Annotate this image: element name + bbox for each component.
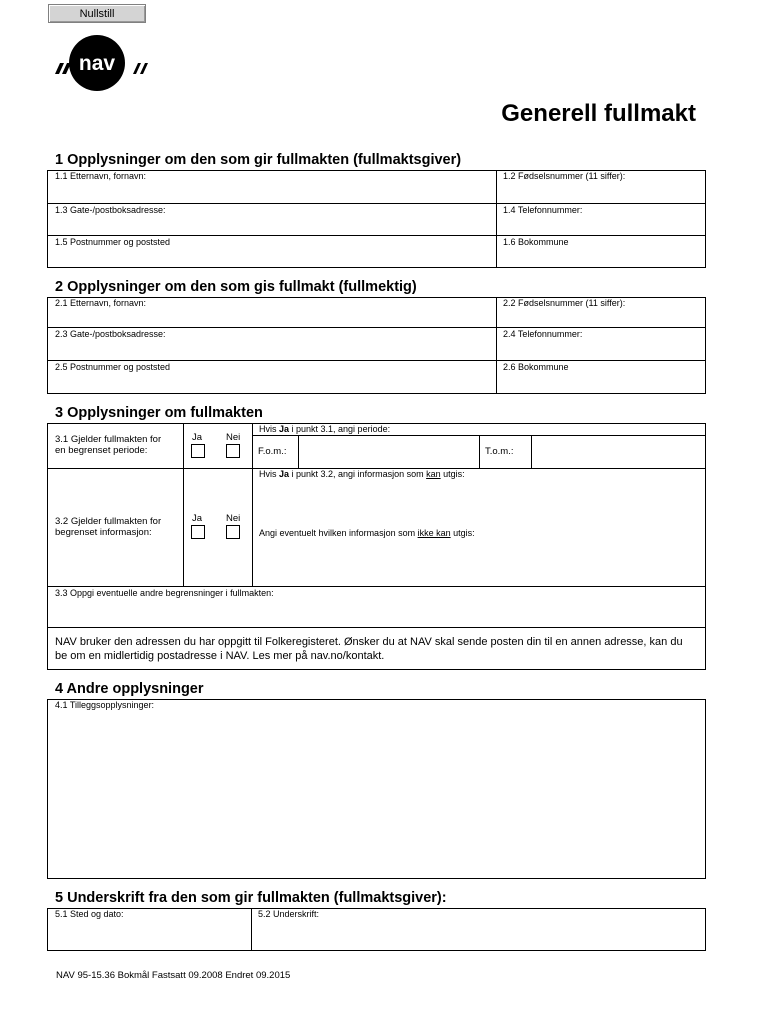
ja-checkbox-3-1[interactable] — [191, 444, 205, 458]
info-hint-bold: Ja — [279, 469, 290, 479]
divider — [47, 586, 706, 587]
info-hint-text-end: utgis: — [440, 469, 465, 479]
tilleggsopplysninger-field[interactable] — [48, 711, 705, 878]
label-1-6: 1.6 Bokommune — [503, 237, 569, 247]
label-2-2: 2.2 Fødselsnummer (11 siffer): — [503, 298, 626, 308]
question-3-2 — [55, 516, 161, 538]
fom-label: F.o.m.: — [258, 446, 287, 457]
address-note: NAV bruker den adressen du har oppgitt til Folkeregisteret. Ønsker du at NAV skal sende posten din til en annen adresse, kan du be om en midlertidig postadresse i NAV. Les mer på nav.no/kontakt. — [55, 636, 683, 662]
logo-text: nav — [78, 52, 116, 75]
period-hint-text-end: i punkt 3.1, angi periode: — [289, 424, 391, 434]
info-hint — [259, 469, 465, 479]
section3-heading: 3 Opplysninger om fullmakten — [55, 405, 263, 421]
label-4-1: 4.1 Tilleggsopplysninger: — [55, 700, 155, 710]
ja-label-3-1: Ja — [192, 432, 203, 443]
question-3-1 — [55, 434, 161, 456]
divider — [479, 435, 480, 468]
period-hint-text: Hvis — [259, 424, 279, 434]
tom-label: T.o.m.: — [485, 446, 514, 457]
label-3-3: 3.3 Oppgi eventuelle andre begrensninger i fullmakten: — [55, 588, 274, 598]
divider — [47, 627, 706, 628]
label-2-5: 2.5 Postnummer og poststed — [55, 362, 171, 372]
info-hint-text-mid: i punkt 3.2, angi informasjon som — [289, 469, 427, 479]
question-3-1-line1: 3.1 Gjelder fullmakten for — [55, 434, 162, 445]
notinfo-hint-text-end: utgis: — [450, 528, 475, 538]
label-2-3: 2.3 Gate-/postboksadresse: — [55, 329, 166, 339]
info-hint-text: Hvis — [259, 469, 279, 479]
label-2-4: 2.4 Telefonnummer: — [503, 329, 583, 339]
tom-field[interactable] — [532, 436, 705, 467]
nav-logo-graphic — [55, 34, 155, 92]
page-title: Generell fullmakt — [501, 100, 696, 127]
label-5-2: 5.2 Underskrift: — [258, 909, 320, 919]
label-1-4: 1.4 Telefonnummer: — [503, 205, 583, 215]
section5-heading: 5 Underskrift fra den som gir fullmakten (fullmaktsgiver): — [55, 890, 447, 906]
notinfo-hint — [259, 528, 475, 538]
underskrift-field[interactable] — [252, 920, 705, 950]
label-5-1: 5.1 Sted og dato: — [55, 909, 124, 919]
info-ikke-utgis-field[interactable] — [253, 540, 705, 585]
section4-heading: 4 Andre opplysninger — [55, 681, 204, 697]
question-3-1-line2: en begrenset periode: — [55, 445, 148, 456]
nei-label-3-1: Nei — [226, 432, 241, 443]
info-kan-utgis-field[interactable] — [253, 480, 705, 520]
question-3-2-line1: 3.2 Gjelder fullmakten for — [55, 516, 162, 527]
period-hint — [259, 424, 390, 434]
begrensninger-field[interactable] — [48, 598, 705, 626]
ja-label-3-2: Ja — [192, 513, 203, 524]
notinfo-hint-text: Angi eventuelt hvilken informasjon som — [259, 528, 418, 538]
ja-checkbox-3-2[interactable] — [191, 525, 205, 539]
reset-button[interactable]: Nullstill — [48, 4, 146, 23]
fom-field[interactable] — [299, 436, 478, 467]
sted-dato-field[interactable] — [48, 920, 250, 950]
label-1-3: 1.3 Gate-/postboksadresse: — [55, 205, 166, 215]
label-1-2: 1.2 Fødselsnummer (11 siffer): — [503, 171, 626, 181]
nei-checkbox-3-1[interactable] — [226, 444, 240, 458]
notinfo-hint-underline: ikke kan — [417, 528, 451, 538]
label-1-1: 1.1 Etternavn, fornavn: — [55, 171, 147, 181]
period-hint-bold: Ja — [279, 424, 290, 434]
label-2-1: 2.1 Etternavn, fornavn: — [55, 298, 147, 308]
section2-heading: 2 Opplysninger om den som gis fullmakt (fullmektig) — [55, 279, 417, 295]
divider — [183, 423, 184, 586]
nei-checkbox-3-2[interactable] — [226, 525, 240, 539]
label-1-5: 1.5 Postnummer og poststed — [55, 237, 171, 247]
nei-label-3-2: Nei — [226, 513, 241, 524]
info-hint-underline: kan — [426, 469, 441, 479]
question-3-2-line2: begrenset informasjon: — [55, 527, 152, 538]
section1-heading: 1 Opplysninger om den som gir fullmakten (fullmaktsgiver) — [55, 152, 462, 168]
nav-logo — [55, 34, 155, 92]
form-footer: NAV 95-15.36 Bokmål Fastsatt 09.2008 Endret 09.2015 — [56, 970, 291, 981]
label-2-6: 2.6 Bokommune — [503, 362, 569, 372]
